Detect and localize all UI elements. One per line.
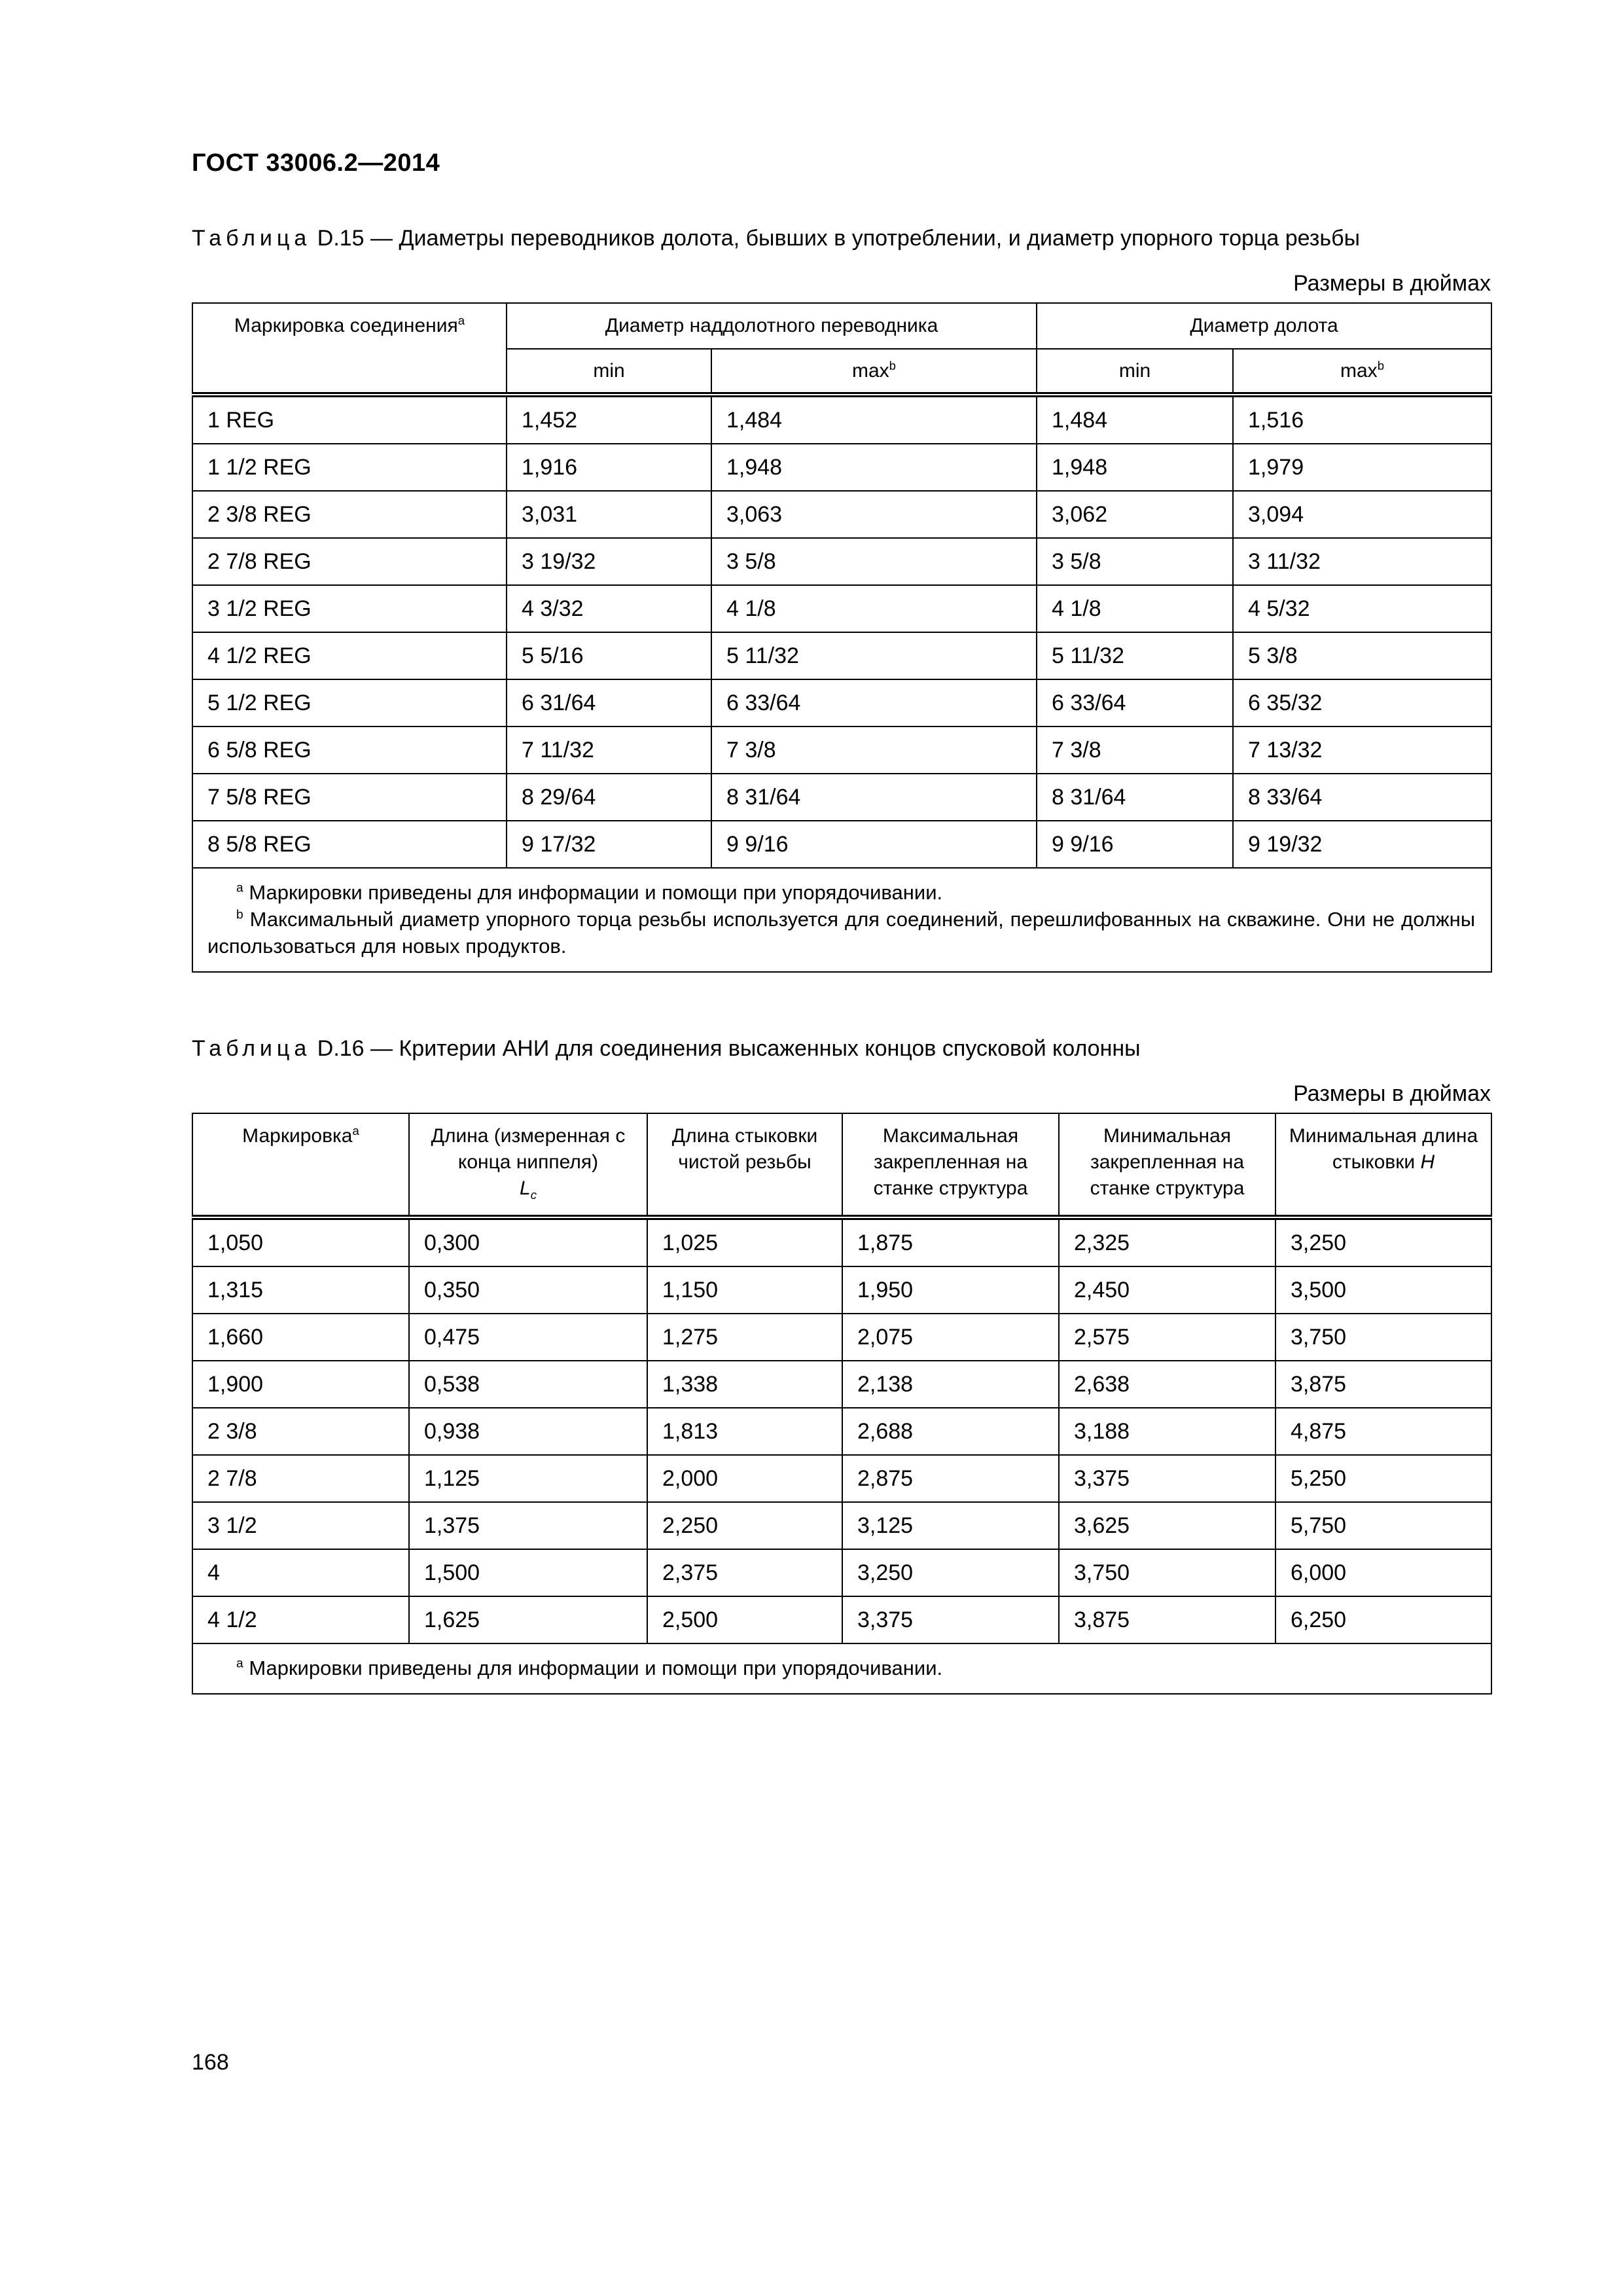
table15-cell: 1,484 xyxy=(711,395,1037,444)
table15-cell: 5 11/32 xyxy=(1037,632,1233,679)
table16-cell: 1,315 xyxy=(192,1266,409,1314)
table16-cell: 3,750 xyxy=(1059,1549,1275,1596)
table15-cell: 3,031 xyxy=(507,491,711,538)
table15-cell: 1,948 xyxy=(1037,444,1233,491)
table16-cell: 1,500 xyxy=(409,1549,647,1596)
table16-cell: 5,250 xyxy=(1275,1455,1491,1502)
table16-cell: 2,575 xyxy=(1059,1314,1275,1361)
table16-cell: 2,375 xyxy=(647,1549,842,1596)
table16-row xyxy=(192,1408,1491,1455)
table15-cell: 4 1/8 xyxy=(711,585,1037,632)
table16-cell: 2,500 xyxy=(647,1596,842,1643)
table16-cell: 1,275 xyxy=(647,1314,842,1361)
table15-col-sub-max: $\max^b$ xyxy=(711,349,1037,395)
table15-col-bit-max: $\max^b$ xyxy=(1233,349,1491,395)
table16-cell: 3,125 xyxy=(842,1502,1059,1549)
table16-cell: 4 1/2 xyxy=(192,1596,409,1643)
table16-cell: 3,375 xyxy=(1059,1455,1275,1502)
table16-cell: 6,250 xyxy=(1275,1596,1491,1643)
table16-cell: 2,138 xyxy=(842,1361,1059,1408)
table16-row xyxy=(192,1314,1491,1361)
table16-cell: 2,638 xyxy=(1059,1361,1275,1408)
table16-col-max-structure: Максимальная закрепленная на станке структура xyxy=(842,1113,1059,1217)
table15-cell: 8 33/64 xyxy=(1233,774,1491,821)
table15-cell: 3,062 xyxy=(1037,491,1233,538)
table16-cell: 2,075 xyxy=(842,1314,1059,1361)
table16-cell: 3,500 xyxy=(1275,1266,1491,1314)
table15-row xyxy=(192,774,1491,821)
table16-cell: 4,875 xyxy=(1275,1408,1491,1455)
table16-cell: 2 7/8 xyxy=(192,1455,409,1502)
table16-caption xyxy=(192,1036,1141,1062)
table15-footnote-b: $^b$ Максимальный диаметр упорного торца резьбы используется для соединений, перешлифованных на скважине. Они не должны использоваться для новых продуктов. xyxy=(207,908,1476,958)
table15-cell: 6 33/64 xyxy=(711,679,1037,726)
table15-cell: 4 5/32 xyxy=(1233,585,1491,632)
table15-cell: 7 3/8 xyxy=(711,726,1037,774)
table16-cell: 2 3/8 xyxy=(192,1408,409,1455)
table16-cell: 1,660 xyxy=(192,1314,409,1361)
table15-units: Размеры в дюймах xyxy=(1293,271,1491,296)
table16-cell: 2,875 xyxy=(842,1455,1059,1502)
table15-cell: 5 11/32 xyxy=(711,632,1037,679)
table15-cell: 8 29/64 xyxy=(507,774,711,821)
table16-cell: 3 1/2 xyxy=(192,1502,409,1549)
table16-footnotes xyxy=(192,1643,1491,1694)
document-header: ГОСТ 33006.2—2014 xyxy=(192,149,440,177)
table15-cell: 8 31/64 xyxy=(1037,774,1233,821)
table15-cell: 3,063 xyxy=(711,491,1037,538)
table15-caption-text: D.15 — Диаметры переводников долота, бывших в употреблении, и диаметр упорного торца резьбы xyxy=(317,226,1361,251)
table15-cell: 1 1/2 REG xyxy=(192,444,507,491)
table16-row xyxy=(192,1361,1491,1408)
page-number: 168 xyxy=(192,2050,229,2075)
table16-cell: 1,900 xyxy=(192,1361,409,1408)
table15-cell: 9 9/16 xyxy=(1037,821,1233,868)
table15-cell: 3 1/2 REG xyxy=(192,585,507,632)
table16-cell: 0,300 xyxy=(409,1217,647,1266)
table15 xyxy=(192,302,1492,973)
table16-cell: 5,750 xyxy=(1275,1502,1491,1549)
table16-cell: 2,250 xyxy=(647,1502,842,1549)
table15-col-sub-diameter: Диаметр наддолотного переводника xyxy=(507,303,1037,349)
table16-cell: 1,025 xyxy=(647,1217,842,1266)
table15-cell: 6 35/32 xyxy=(1233,679,1491,726)
table15-cell: 1,452 xyxy=(507,395,711,444)
table16-cell: 3,750 xyxy=(1275,1314,1491,1361)
table16-cell: 3,875 xyxy=(1059,1596,1275,1643)
table16-cell: 1,150 xyxy=(647,1266,842,1314)
table15-cell: 3 5/8 xyxy=(711,538,1037,585)
table15-cell: 6 5/8 REG xyxy=(192,726,507,774)
table16 xyxy=(192,1113,1492,1695)
table16-cell: 6,000 xyxy=(1275,1549,1491,1596)
table15-cell: 7 5/8 REG xyxy=(192,774,507,821)
table15-cell: 2 3/8 REG xyxy=(192,491,507,538)
table15-cell: 9 19/32 xyxy=(1233,821,1491,868)
table16-row xyxy=(192,1455,1491,1502)
table15-cell: 6 33/64 xyxy=(1037,679,1233,726)
table16-cell: 1,813 xyxy=(647,1408,842,1455)
table16-cell: 0,350 xyxy=(409,1266,647,1314)
table15-cell: 5 5/16 xyxy=(507,632,711,679)
table15-footnote-a: $^a$ Маркировки приведены для информации и помощи при упорядочивании. xyxy=(236,881,943,904)
table16-cell: 3,375 xyxy=(842,1596,1059,1643)
table15-cell: 4 1/2 REG xyxy=(192,632,507,679)
table15-cell: 7 3/8 xyxy=(1037,726,1233,774)
table15-cell: 1,484 xyxy=(1037,395,1233,444)
table15-row xyxy=(192,632,1491,679)
table15-col-sub-min: min xyxy=(507,349,711,395)
table16-cell: 2,688 xyxy=(842,1408,1059,1455)
table16-cell: 3,625 xyxy=(1059,1502,1275,1549)
table16-cell: 1,375 xyxy=(409,1502,647,1549)
table15-cell: 1,516 xyxy=(1233,395,1491,444)
table16-footnote-a: $^a$ Маркировки приведены для информации и помощи при упорядочивании. xyxy=(236,1657,943,1679)
table15-cell: 9 17/32 xyxy=(507,821,711,868)
table15-row xyxy=(192,491,1491,538)
table15-cell: 2 7/8 REG xyxy=(192,538,507,585)
table16-col-min-length: Минимальная длина стыковки H xyxy=(1275,1113,1491,1217)
table15-cell: 1 REG xyxy=(192,395,507,444)
table16-caption-text: D.16 — Критерии АНИ для соединения высаженных концов спусковой колонны xyxy=(317,1036,1141,1061)
table15-cell: 3 11/32 xyxy=(1233,538,1491,585)
table15-row xyxy=(192,821,1491,868)
table15-row xyxy=(192,585,1491,632)
table16-cell: 2,325 xyxy=(1059,1217,1275,1266)
table16-cell: 4 xyxy=(192,1549,409,1596)
table15-cell: 1,916 xyxy=(507,444,711,491)
table16-cell: 1,625 xyxy=(409,1596,647,1643)
table16-row xyxy=(192,1502,1491,1549)
table16-row xyxy=(192,1549,1491,1596)
table16-cell: 1,950 xyxy=(842,1266,1059,1314)
table15-col-bit-min: min xyxy=(1037,349,1233,395)
table16-row xyxy=(192,1266,1491,1314)
table16-cell: 2,000 xyxy=(647,1455,842,1502)
table16-col-clean-thread: Длина стыковки чистой резьбы xyxy=(647,1113,842,1217)
table15-caption-label: Таблица xyxy=(192,226,312,251)
table15-row xyxy=(192,395,1491,444)
table15-col-bit-diameter: Диаметр долота xyxy=(1037,303,1491,349)
table16-col-length: Длина (измеренная с конца ниппеля) $L_c$ xyxy=(409,1113,647,1217)
table16-cell: 1,875 xyxy=(842,1217,1059,1266)
table15-cell: 1,948 xyxy=(711,444,1037,491)
table16-cell: 0,538 xyxy=(409,1361,647,1408)
table15-col-marking: Маркировка соединения$^a$ xyxy=(192,303,507,395)
table16-caption-label: Таблица xyxy=(192,1036,312,1061)
table15-cell: 7 13/32 xyxy=(1233,726,1491,774)
table15-cell: 8 31/64 xyxy=(711,774,1037,821)
table15-caption xyxy=(192,226,1360,251)
table15-cell: 3 5/8 xyxy=(1037,538,1233,585)
table16-cell: 0,938 xyxy=(409,1408,647,1455)
table16-row xyxy=(192,1596,1491,1643)
table15-row xyxy=(192,444,1491,491)
table16-cell: 3,250 xyxy=(842,1549,1059,1596)
table15-cell: 7 11/32 xyxy=(507,726,711,774)
table15-footnotes xyxy=(192,868,1491,972)
table15-cell: 8 5/8 REG xyxy=(192,821,507,868)
table15-cell: 9 9/16 xyxy=(711,821,1037,868)
table16-cell: 3,875 xyxy=(1275,1361,1491,1408)
table16-cell: 1,338 xyxy=(647,1361,842,1408)
table15-cell: 1,979 xyxy=(1233,444,1491,491)
table15-cell: 4 3/32 xyxy=(507,585,711,632)
table15-cell: 3,094 xyxy=(1233,491,1491,538)
table16-units: Размеры в дюймах xyxy=(1293,1081,1491,1106)
table15-cell: 6 31/64 xyxy=(507,679,711,726)
table15-row xyxy=(192,679,1491,726)
table16-row xyxy=(192,1217,1491,1266)
table15-cell: 5 1/2 REG xyxy=(192,679,507,726)
table16-cell: 1,125 xyxy=(409,1455,647,1502)
table16-cell: 2,450 xyxy=(1059,1266,1275,1314)
table16-cell: 3,188 xyxy=(1059,1408,1275,1455)
table16-col-min-structure: Минимальная закрепленная на станке структура xyxy=(1059,1113,1275,1217)
table15-cell: 5 3/8 xyxy=(1233,632,1491,679)
table16-cell: 1,050 xyxy=(192,1217,409,1266)
table16-cell: 0,475 xyxy=(409,1314,647,1361)
table16-cell: 3,250 xyxy=(1275,1217,1491,1266)
table15-cell: 4 1/8 xyxy=(1037,585,1233,632)
table15-row xyxy=(192,726,1491,774)
table16-col-marking: Маркировка$^a$ xyxy=(192,1113,409,1217)
table15-cell: 3 19/32 xyxy=(507,538,711,585)
table15-row xyxy=(192,538,1491,585)
